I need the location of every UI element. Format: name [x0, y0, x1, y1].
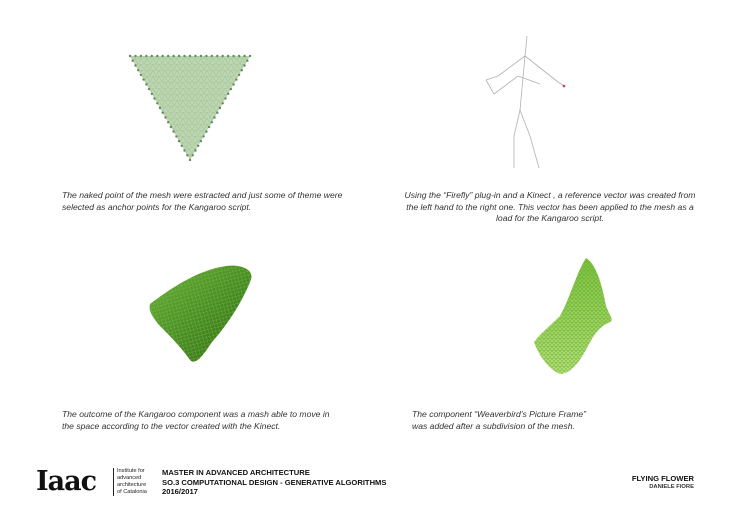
- anchor-point: [222, 102, 224, 104]
- anchor-point: [156, 102, 158, 104]
- anchor-point: [162, 112, 164, 114]
- program-title: MASTER IN ADVANCED ARCHITECTURE: [162, 468, 310, 477]
- anchor-point: [172, 130, 174, 132]
- anchor-point: [222, 55, 224, 57]
- anchor-point: [134, 64, 136, 66]
- anchor-point: [194, 55, 196, 57]
- anchor-point: [183, 149, 185, 151]
- anchor-point: [219, 107, 221, 109]
- anchor-point: [151, 55, 153, 57]
- anchor-point: [194, 149, 196, 151]
- project-title: FLYING FLOWER: [631, 474, 694, 483]
- institute-name: Institute for advanced architecture of Catalonia: [113, 468, 147, 496]
- anchor-point: [153, 97, 155, 99]
- anchor-point: [164, 116, 166, 118]
- anchor-point: [189, 55, 191, 57]
- anchor-point: [175, 135, 177, 137]
- anchor-point: [134, 55, 136, 57]
- anchor-point: [192, 154, 194, 156]
- weaverbird-mesh-figure: [530, 254, 620, 380]
- anchor-point: [167, 55, 169, 57]
- triangle-mesh-figure: [126, 52, 254, 164]
- anchor-point: [132, 60, 134, 62]
- anchor-point: [243, 55, 245, 57]
- anchor-point: [183, 55, 185, 57]
- kinect-skeleton-figure: [478, 32, 578, 172]
- anchor-point: [249, 55, 251, 57]
- anchor-point: [211, 121, 213, 123]
- anchor-point: [178, 55, 180, 57]
- anchor-point: [145, 55, 147, 57]
- anchor-point: [137, 69, 139, 71]
- anchor-point: [142, 78, 144, 80]
- anchor-point: [243, 64, 245, 66]
- academic-year: 2016/2017: [162, 487, 198, 497]
- iaac-logo: Iaac: [36, 466, 97, 497]
- anchor-point: [202, 135, 204, 137]
- anchor-point: [216, 112, 218, 114]
- anchor-point: [224, 97, 226, 99]
- anchor-point: [172, 55, 174, 57]
- anchor-point: [211, 55, 213, 57]
- anchor-point: [246, 60, 248, 62]
- anchor-point: [230, 88, 232, 90]
- anchor-point: [162, 55, 164, 57]
- anchor-point: [148, 88, 150, 90]
- anchor-point: [129, 55, 131, 57]
- anchor-point: [216, 55, 218, 57]
- anchor-point: [232, 55, 234, 57]
- anchor-point: [205, 55, 207, 57]
- anchor-point: [200, 55, 202, 57]
- anchor-point: [189, 159, 191, 161]
- project-author: DANIELE FIORE: [649, 484, 694, 490]
- program-info: [162, 468, 386, 497]
- anchor-point: [227, 93, 229, 95]
- anchor-point: [178, 140, 180, 142]
- anchor-point: [213, 116, 215, 118]
- anchor-point: [159, 107, 161, 109]
- anchor-point: [167, 121, 169, 123]
- anchor-point: [235, 78, 237, 80]
- anchor-point: [145, 83, 147, 85]
- anchor-point: [140, 55, 142, 57]
- project-info: [632, 474, 694, 490]
- anchor-point: [238, 55, 240, 57]
- anchor-point: [151, 93, 153, 95]
- caption-top-left: The naked point of the mesh were estracted and just some of theme were selected as anchor points for the Kangaroo script.: [62, 190, 343, 212]
- anchor-point: [186, 154, 188, 156]
- anchor-point: [208, 126, 210, 128]
- anchor-point: [170, 126, 172, 128]
- anchor-point: [227, 55, 229, 57]
- anchor-point: [238, 74, 240, 76]
- anchor-point: [156, 55, 158, 57]
- footer: [0, 462, 730, 516]
- anchor-point: [181, 145, 183, 147]
- hand-marker: [563, 85, 566, 88]
- anchor-point: [200, 140, 202, 142]
- anchor-point: [241, 69, 243, 71]
- anchor-point: [232, 83, 234, 85]
- caption-top-right: Using the “Firefly” plug-in and a Kinect , a reference vector was created from the left hand to the right one. This vector has been applied to the mesh as a load for the Kangaroo script.: [404, 190, 696, 224]
- anchor-point: [197, 145, 199, 147]
- kangaroo-mesh-figure: [146, 262, 258, 374]
- anchor-point: [140, 74, 142, 76]
- anchor-point: [205, 130, 207, 132]
- caption-bottom-right: The component “Weaverbird’s Picture Frame” was added after a subdivision of the mesh.: [412, 409, 587, 431]
- course-title: SO.3 COMPUTATIONAL DESIGN - GENERATIVE ALGORITHMS: [162, 477, 387, 487]
- caption-bottom-left: The outcome of the Kangaroo component was a mash able to move in the space according to the vector created with the Kinect.: [62, 409, 330, 431]
